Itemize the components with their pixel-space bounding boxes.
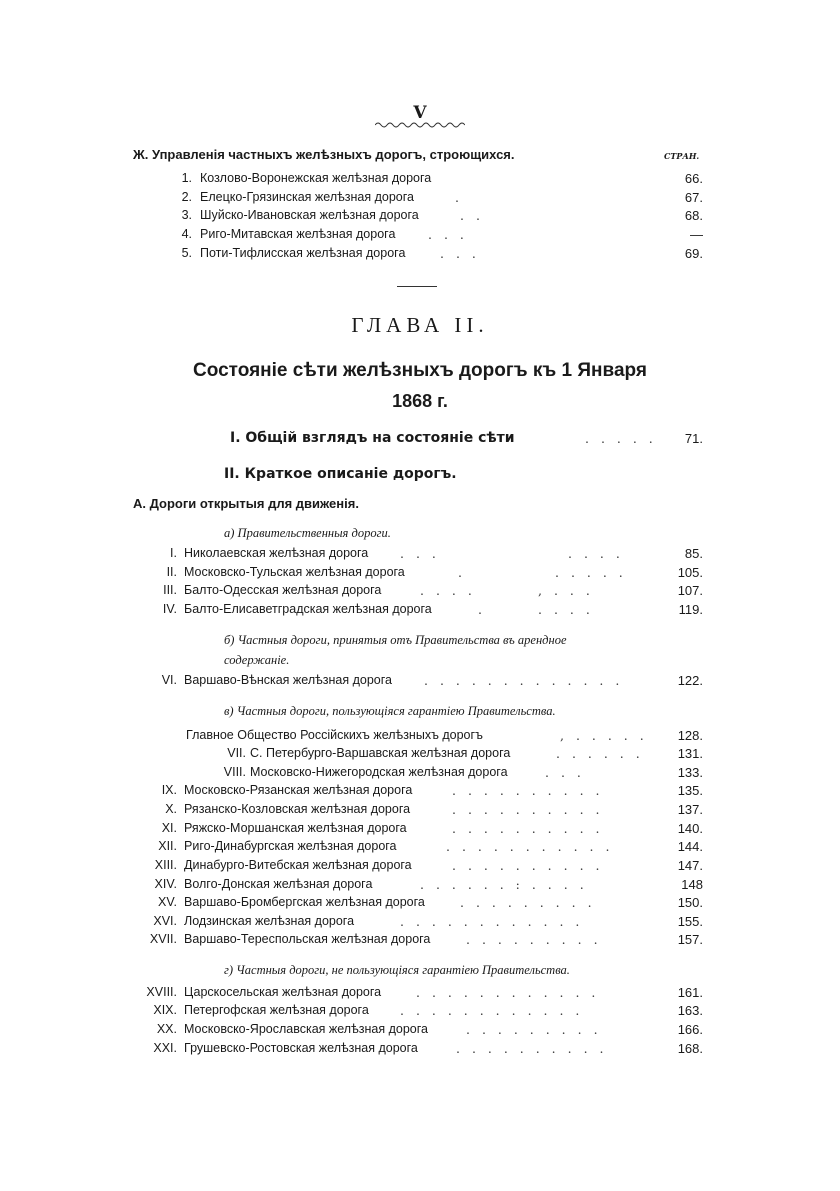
toc-entry: XXI. Грушевско-Ростовская желѣзная дорога . . . . . . . . . . 168. (153, 1041, 703, 1056)
toc-entry: VIII. Московско-Нижегородская желѣзная дорога . . . 133. (223, 765, 703, 780)
separator-line (397, 286, 437, 287)
group-g-heading: г) Частныя дороги, не пользующіяся гарантіею Правительства. (224, 963, 570, 977)
toc-entry: XV. Варшаво-Бромбергская желѣзная дорога . . . . . . . . . 150. (157, 895, 703, 910)
chapter-title-line1: Состояніе сѣти желѣзныхъ дорогъ къ 1 Января (193, 360, 647, 381)
toc-entry: 3. Шуйско-Ивановская желѣзная дорога . . 68. (181, 208, 703, 223)
toc-entry: XX. Московско-Ярославская желѣзная дорога . . . . . . . . . 166. (156, 1022, 703, 1037)
wavy-ornament (375, 121, 465, 129)
toc-entry: Главное Общество Россійскихъ желѣзныхъ дорогъ , . . . . . 128. (186, 728, 703, 743)
toc-entry: XI. Ряжско-Моршанская желѣзная дорога . . . . . . . . . . 140. (161, 821, 703, 836)
section-zh-heading: Ж. Управленія частныхъ желѣзныхъ дорогъ, строющихся. (133, 147, 515, 162)
toc-entry: 5. Поти-Тифлисская желѣзная дорога . . . 69. (181, 246, 703, 261)
toc-entry: VI. Варшаво-Вѣнская желѣзная дорога . . . . . . . . . . . . . 122. (161, 673, 703, 688)
section-a-heading: А. Дороги открытыя для движенія. (133, 496, 359, 511)
page-number: V (413, 103, 427, 123)
toc-entry: XIII. Динабурго-Витебская желѣзная дорога . . . . . . . . . . 147. (154, 858, 703, 873)
chapter-label: ГЛАВА II. (351, 313, 489, 337)
toc-entry: XIX. Петергофская желѣзная дорога . . . . . . . . . . . . 163. (153, 1003, 703, 1018)
part-two-heading: II. Краткое описаніе дорогъ. (224, 466, 457, 482)
group-b-heading-line2: содержаніе. (224, 653, 290, 667)
toc-entry: I. Общій взглядъ на состояніе сѣти . . . . . 71. (230, 430, 703, 446)
toc-entry: 1. Козлово-Воронежская желѣзная дорога 66. (181, 171, 703, 186)
toc-entry: XVI. Лодзинская желѣзная дорога . . . . . . . . . . . . 155. (153, 914, 703, 929)
toc-entry: XVIII. Царскосельская желѣзная дорога . . . . . . . . . . . . 161. (146, 985, 703, 1000)
toc-entry: I. Николаевская желѣзная дорога . . . . . . . 85. (170, 546, 703, 561)
toc-entry: III. Балто-Одесская желѣзная дорога . . . . , . . . 107. (163, 583, 703, 598)
group-a-heading: а) Правительственныя дороги. (224, 526, 391, 540)
toc-entry: VII. С. Петербурго-Варшавская желѣзная дорога . . . . . . 131. (227, 746, 703, 761)
toc-entry: IV. Балто-Елисаветградская желѣзная дорога . . . . . 119. (162, 602, 703, 617)
group-v-heading: в) Частныя дороги, пользующіяся гарантіею Правительства. (224, 704, 556, 718)
toc-entry: X. Рязанско-Козловская желѣзная дорога . . . . . . . . . . 137. (165, 802, 703, 817)
page-column-label: СТРАН. (664, 151, 700, 161)
toc-entry: IX. Московско-Рязанская желѣзная дорога . . . . . . . . . . 135. (161, 783, 703, 798)
toc-entry: II. Московско-Тульская желѣзная дорога . . . . . . 105. (166, 565, 703, 580)
group-b-heading-line1: б) Частныя дороги, принятыя отъ Правительства въ арендное (224, 633, 567, 647)
toc-entry: 4. Риго-Митавская желѣзная дорога . . . — (181, 227, 703, 242)
toc-entry: XII. Риго-Динабургская желѣзная дорога . . . . . . . . . . . 144. (158, 839, 703, 854)
toc-entry: XIV. Волго-Донская желѣзная дорога . . . . . . : . . . . 148 (154, 877, 703, 892)
toc-entry: 2. Елецко-Грязинская желѣзная дорога . 67. (181, 190, 703, 205)
toc-entry: XVII. Варшаво-Тереспольская желѣзная дорога . . . . . . . . . 157. (149, 932, 703, 947)
chapter-title-line2: 1868 г. (392, 391, 448, 411)
